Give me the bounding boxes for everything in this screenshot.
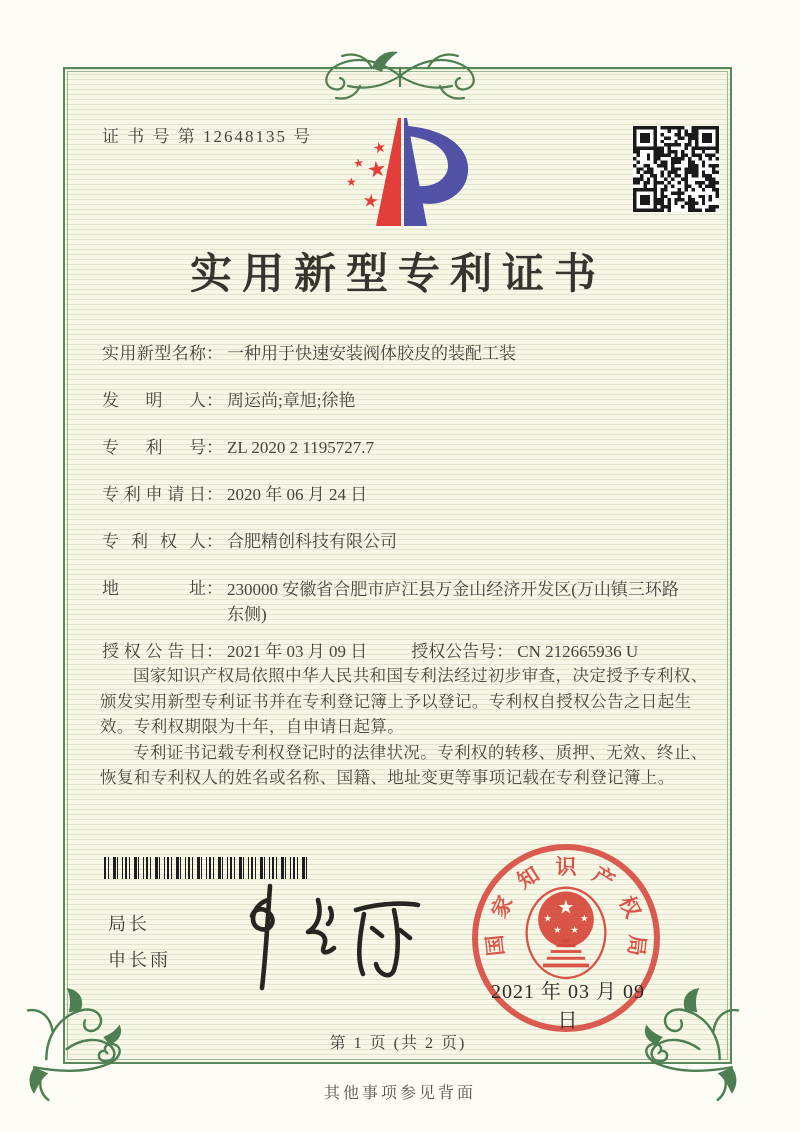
field-value: 230000 安徽省合肥市庐江县万金山经济开发区(万山镇三环路东侧) — [227, 580, 679, 624]
page-title: 实用新型专利证书 — [189, 252, 606, 298]
field-patentee: 专利权人 ： 合肥精创科技有限公司 — [102, 530, 708, 554]
svg-text:★: ★ — [570, 924, 579, 936]
commissioner-name: 申长雨 — [108, 950, 171, 970]
legal-paragraph: 国家知识产权局依照中华人民共和国专利法经过初步审查，决定授予专利权、颁发实用新型专利证书并在专利登记簿上予以登记。专利权自授权公告之日起生效。专利权期限为十年，自申请日起算。 — [100, 666, 708, 736]
field-label: 授权公告日 — [102, 642, 206, 661]
field-patent-number: 专利号 ： ZL 2020 2 1195727.7 — [102, 436, 708, 460]
field-value: 周运尚;章旭;徐艳 — [227, 391, 356, 410]
svg-text:★: ★ — [557, 897, 575, 919]
signature-handwriting-icon — [212, 880, 430, 994]
field-value: 一种用于快速安装阀体胶皮的装配工装 — [227, 344, 516, 363]
svg-text:★: ★ — [553, 924, 562, 936]
back-side-note: 其他事项参见背面 — [323, 1085, 476, 1102]
legal-text — [100, 663, 714, 791]
seal-agency-name: 国 家 知 识 产 权 局 — [482, 855, 650, 958]
svg-text:★: ★ — [371, 139, 388, 158]
svg-text:★: ★ — [543, 913, 553, 925]
svg-text:★: ★ — [361, 190, 380, 212]
svg-text:★: ★ — [365, 155, 389, 183]
field-label: 授权公告号 — [411, 642, 497, 661]
svg-text:★: ★ — [352, 155, 366, 171]
commissioner-title: 局长 — [108, 914, 150, 934]
field-value: 合肥精创科技有限公司 — [227, 532, 397, 551]
field-value: ZL 2020 2 1195727.7 — [227, 438, 375, 457]
field-label: 专利号 — [102, 438, 206, 457]
seal-date: 2021 年 03 月 09 日 — [491, 981, 645, 1032]
field-label: 地址 — [102, 579, 206, 598]
qr-code — [633, 126, 719, 212]
legal-paragraph: 专利证书记载专利权登记时的法律状况。专利权的转移、质押、无效、终止、恢复和专利权人的姓名或名称、国籍、地址变更等事项记载在专利登记簿上。 — [100, 742, 708, 787]
field-address: 地址 ： 230000 安徽省合肥市庐江县万金山经济开发区(万山镇三环路东侧) — [102, 577, 708, 627]
field-label: 专利申请日 — [102, 485, 206, 504]
field-inventor: 发明人 ： 周运尚;章旭;徐艳 — [102, 389, 708, 413]
cnipa-logo-icon — [328, 112, 476, 236]
field-list — [102, 342, 708, 687]
svg-text:★: ★ — [579, 913, 589, 925]
field-label: 专利权人 — [102, 532, 206, 551]
certificate-number: 证 书 号 第 12648135 号 — [102, 127, 313, 146]
field-grant-row: 授权公告日 ： 2021 年 03 月 09 日 授权公告号 ： CN 212665936 U — [102, 640, 708, 664]
national-emblem-icon — [518, 881, 614, 987]
field-label: 发明人 — [102, 391, 206, 410]
field-value: 2021 年 03 月 09 日 — [227, 642, 368, 661]
field-value: CN 212665936 U — [517, 642, 639, 661]
field-utility-model-name: 实用新型名称 ： 一种用于快速安装阀体胶皮的装配工装 — [102, 342, 708, 366]
page-number: 第 1 页 (共 2 页) — [329, 1035, 467, 1052]
field-value: 2020 年 06 月 24 日 — [227, 485, 368, 504]
field-filing-date: 专利申请日 ： 2020 年 06 月 24 日 — [102, 483, 708, 507]
svg-text:★: ★ — [346, 175, 357, 189]
field-grant-number: 授权公告号 ： CN 212665936 U — [411, 640, 638, 664]
barcode — [104, 857, 310, 879]
field-label: 实用新型名称 — [102, 344, 206, 363]
